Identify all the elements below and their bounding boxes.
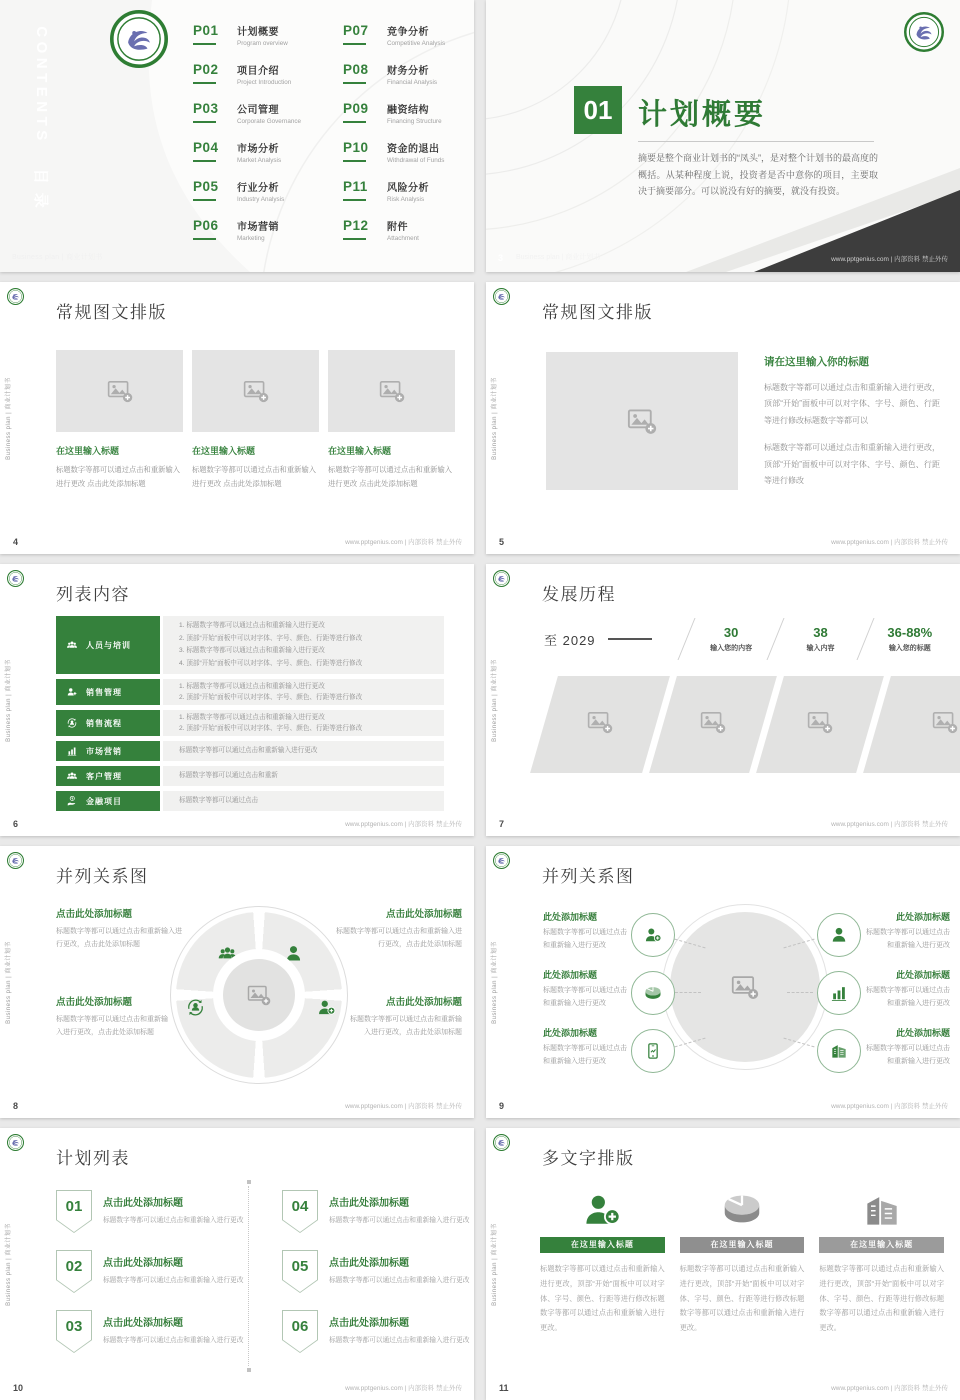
number-badge: 06 bbox=[282, 1310, 318, 1353]
category-label: 市场营销 bbox=[56, 741, 160, 761]
item-body: 标题数字等都可以通过点击和重新输入进行更改 点击此处添加标题 bbox=[328, 465, 453, 489]
relation-block: 此处添加标题 标题数字等都可以通过点击和重新输入进行更改 bbox=[543, 970, 627, 1007]
slide-title: 发展历程 bbox=[542, 585, 616, 604]
gallery-column bbox=[328, 350, 455, 491]
toc-item[interactable] bbox=[193, 178, 343, 217]
column-body: 标题数字等都可以通过点击和重新输入进行更改，顶部“开始”面板中可以对字体、字号、颜色、行距等进行修改标题数字等都可以通过点击和重新输入进行更改。 bbox=[540, 1264, 665, 1333]
slide-title: 并列关系图 bbox=[542, 867, 635, 886]
list-row[interactable] bbox=[56, 741, 444, 761]
footer-url: www.pptgenius.com | 内部资料 禁止外传 bbox=[831, 1103, 948, 1110]
underline bbox=[343, 199, 366, 201]
toc-title-en: Marketing bbox=[237, 234, 265, 242]
underline bbox=[343, 238, 366, 240]
toc-code: P08 bbox=[343, 62, 369, 77]
item-heading: 请在这里输入你的标题 bbox=[764, 356, 869, 368]
image-placeholder[interactable] bbox=[192, 350, 319, 432]
image-placeholder[interactable] bbox=[328, 350, 455, 432]
underline bbox=[193, 82, 216, 84]
chart-icon bbox=[829, 983, 849, 1003]
image-add-icon bbox=[379, 378, 405, 404]
list-row[interactable] bbox=[56, 766, 444, 786]
image-placeholder[interactable] bbox=[223, 959, 295, 1031]
underline bbox=[193, 121, 216, 123]
text-column bbox=[680, 1182, 805, 1336]
sales-manage-icon bbox=[66, 686, 78, 698]
image-add-icon bbox=[807, 709, 833, 735]
toc-code: P03 bbox=[193, 101, 219, 116]
toc-item[interactable] bbox=[343, 100, 474, 139]
gallery-column bbox=[56, 350, 183, 491]
section-summary: 摘要是整个商业计划书的“凤头”，是对整个计划书的最高度的概括。从某种程度上说，投资者是否中意你的项目，主要取决于摘要部分。可以说没有好的摘要，就没有投资。 bbox=[638, 153, 878, 197]
page-number: 8 bbox=[13, 1101, 19, 1111]
university-seal-logo bbox=[110, 10, 168, 68]
side-label: Business plan | 商业计划书 bbox=[6, 658, 12, 742]
image-placeholder[interactable] bbox=[530, 676, 670, 773]
slide-title: 常规图文排版 bbox=[542, 303, 653, 322]
contents-title-cn: 目录 bbox=[31, 168, 49, 217]
toc-title-cn: 行业分析 bbox=[237, 183, 279, 194]
section-number: 01 bbox=[574, 86, 622, 134]
toc-title-cn: 项目介绍 bbox=[237, 66, 279, 77]
underline bbox=[193, 199, 216, 201]
building-icon bbox=[829, 1041, 849, 1061]
underline bbox=[343, 43, 366, 45]
relation-block: 点击此处添加标题 标题数字等都可以通过点击和重新输入进行更改，点击此处添加标题 bbox=[56, 997, 168, 1037]
slide-parallel-relation-6[interactable] bbox=[486, 846, 960, 1118]
slide-title: 列表内容 bbox=[56, 585, 130, 604]
section-title: 计划概要 bbox=[638, 99, 767, 131]
item-heading: 在这里输入标题 bbox=[192, 446, 256, 456]
image-add-icon bbox=[627, 406, 657, 436]
image-add-icon bbox=[731, 973, 759, 1001]
stat-label: 输入您的标题 bbox=[888, 645, 931, 652]
image-add-icon bbox=[587, 709, 613, 735]
category-label: 人员与培训 bbox=[56, 616, 160, 674]
footer-label: Business plan | 商业计划书 bbox=[516, 254, 601, 261]
timeline-year: 至 2029 bbox=[544, 630, 684, 649]
column-body: 标题数字等都可以通过点击和重新输入进行更改，顶部“开始”面板中可以对字体、字号、颜色、行距等进行修改标题数字等都可以通过点击和重新输入进行更改。 bbox=[819, 1264, 945, 1333]
column-header: 在这里输入标题 bbox=[540, 1237, 665, 1253]
timeline-stat bbox=[689, 625, 773, 653]
underline bbox=[343, 160, 366, 162]
footer-url: www.pptgenius.com | 内部资料 禁止外传 bbox=[831, 539, 948, 546]
node-circle[interactable] bbox=[631, 1029, 675, 1073]
toc-code: P10 bbox=[343, 140, 369, 155]
footer-url: www.pptgenius.com | 内部资料 禁止外传 bbox=[345, 539, 462, 546]
footer-url: www.pptgenius.com | 内部资料 禁止外传 bbox=[345, 1385, 462, 1392]
footer-url: www.pptgenius.com | 内部资料 禁止外传 bbox=[831, 1385, 948, 1392]
toc-item[interactable] bbox=[343, 22, 474, 61]
person-plus-icon bbox=[316, 997, 337, 1018]
slide-title: 并列关系图 bbox=[56, 867, 149, 886]
toc-code: P04 bbox=[193, 140, 219, 155]
list-row[interactable] bbox=[56, 710, 444, 736]
side-label: Business plan | 商业计划书 bbox=[492, 376, 498, 460]
plan-item[interactable]: 01 点击此处添加标题 标题数字等都可以通过点击和重新输入进行更改 bbox=[56, 1190, 246, 1233]
item-heading: 在这里输入标题 bbox=[328, 446, 392, 456]
page-number: 4 bbox=[13, 537, 19, 547]
list-row-body: 标题数字等都可以通过点击 bbox=[163, 791, 444, 811]
divider bbox=[638, 141, 874, 142]
person-plus-icon bbox=[643, 925, 663, 945]
underline bbox=[193, 160, 216, 162]
toc-list bbox=[193, 22, 474, 256]
person-icon bbox=[829, 925, 849, 945]
node-circle[interactable] bbox=[817, 913, 861, 957]
footer-url: www.pptgenius.com | 内部资料 禁止外传 bbox=[831, 821, 948, 828]
image-add-icon bbox=[243, 378, 269, 404]
toc-code: P07 bbox=[343, 23, 369, 38]
toc-item[interactable] bbox=[193, 22, 343, 61]
stat-value: 30 bbox=[723, 625, 739, 640]
relation-block: 此处添加标题 标题数字等都可以通过点击和重新输入进行更改 bbox=[543, 912, 627, 949]
toc-title-cn: 财务分析 bbox=[387, 66, 429, 77]
toc-title-cn: 计划概要 bbox=[237, 27, 279, 38]
footer-url: www.pptgenius.com | 内部资料 禁止外传 bbox=[345, 1103, 462, 1110]
toc-title-cn: 公司管理 bbox=[237, 105, 279, 116]
slide-section-01[interactable] bbox=[486, 0, 960, 272]
toc-title-en: Competitive Analysis bbox=[387, 39, 446, 47]
slide-title: 常规图文排版 bbox=[56, 303, 167, 322]
toc-code: P05 bbox=[193, 179, 219, 194]
category-label: 金融项目 bbox=[56, 791, 160, 811]
page-number: 6 bbox=[13, 819, 19, 829]
image-placeholder[interactable] bbox=[649, 676, 777, 773]
slide-image-text-3col[interactable] bbox=[0, 282, 474, 554]
person-refresh-icon bbox=[185, 997, 206, 1018]
toc-title-cn: 融资结构 bbox=[387, 105, 429, 116]
list-row-body: 标题数字等都可以通过点击和重新输入进行更改 bbox=[163, 741, 444, 761]
toc-title-cn: 资金的退出 bbox=[387, 144, 440, 155]
toc-item[interactable] bbox=[193, 100, 343, 139]
phone-icon bbox=[643, 1041, 663, 1061]
item-body: 标题数字等都可以通过点击和重新输入进行更改 点击此处添加标题 bbox=[192, 465, 317, 489]
toc-item[interactable] bbox=[193, 61, 343, 100]
stat-value: 36-88% bbox=[887, 625, 933, 640]
relation-block: 此处添加标题 标题数字等都可以通过点击和重新输入进行更改 bbox=[543, 1028, 627, 1065]
item-body: 标题数字等都可以通过点击和重新输入进行更改 点击此处添加标题 bbox=[56, 465, 181, 489]
underline bbox=[343, 82, 366, 84]
cycle-diagram bbox=[170, 906, 348, 1084]
people-icon bbox=[217, 943, 238, 964]
timeline-stat bbox=[778, 625, 862, 653]
toc-code: P09 bbox=[343, 101, 369, 116]
toc-title-en: Financing Structure bbox=[387, 117, 442, 125]
node-circle[interactable] bbox=[631, 913, 675, 957]
slide-title: 计划列表 bbox=[56, 1149, 130, 1168]
text-column bbox=[540, 1182, 665, 1336]
relation-block: 点击此处添加标题 标题数字等都可以通过点击和重新输入进行更改，点击此处添加标题 bbox=[56, 909, 182, 949]
toc-title-en: Market Analysis bbox=[237, 156, 282, 164]
image-placeholder[interactable] bbox=[546, 352, 738, 490]
page-number: 10 bbox=[13, 1383, 24, 1393]
relation-block: 点击此处添加标题 标题数字等都可以通过点击和重新输入进行更改，点击此处添加标题 bbox=[336, 909, 462, 949]
toc-code: P11 bbox=[343, 179, 368, 194]
toc-title-en: Risk Analysis bbox=[387, 195, 425, 203]
pie-icon bbox=[719, 1186, 765, 1232]
toc-title-cn: 附件 bbox=[387, 222, 408, 233]
item-paragraph: 标题数字等都可以通过点击和重新输入进行更改，顶部“开始”面板中可以对字体、字号、颜色、行距等进行修改标题数字等都可以 bbox=[764, 383, 940, 425]
sales-process-icon bbox=[66, 717, 78, 729]
timeline-stat bbox=[868, 625, 952, 653]
plan-item[interactable]: 03 点击此处添加标题 标题数字等都可以通过点击和重新输入进行更改 bbox=[56, 1310, 246, 1353]
toc-title-cn: 风险分析 bbox=[387, 183, 429, 194]
toc-item[interactable] bbox=[343, 217, 474, 256]
person-plus-icon bbox=[580, 1188, 624, 1232]
slide-contents[interactable] bbox=[0, 0, 474, 272]
side-label: Business plan | 商业计划书 bbox=[492, 940, 498, 1024]
number-badge: 05 bbox=[282, 1250, 318, 1293]
toc-title-en: Project Introduction bbox=[237, 78, 292, 86]
number-badge: 04 bbox=[282, 1190, 318, 1233]
building-icon bbox=[860, 1188, 904, 1232]
page-number: 11 bbox=[499, 1383, 509, 1393]
side-label: Business plan | 商业计划书 bbox=[6, 1222, 12, 1306]
footer-url: www.pptgenius.com | 内部资料 禁止外传 bbox=[831, 256, 948, 263]
image-placeholder[interactable] bbox=[670, 912, 820, 1062]
stat-value: 38 bbox=[813, 625, 828, 640]
toc-title-cn: 市场营销 bbox=[237, 222, 279, 233]
column-body: 标题数字等都可以通过点击和重新输入进行更改，顶部“开始”面板中可以对字体、字号、颜色、行距等进行修改标题数字等都可以通过点击和重新输入进行更改。 bbox=[679, 1264, 805, 1333]
page-number: 5 bbox=[499, 537, 505, 547]
toc-title-cn: 竞争分析 bbox=[387, 27, 429, 38]
image-placeholder[interactable] bbox=[756, 676, 884, 773]
slide-development-history[interactable] bbox=[486, 564, 960, 836]
gallery-column bbox=[192, 350, 319, 491]
stat-label: 输入您的内容 bbox=[710, 645, 753, 652]
plan-item[interactable]: 06 点击此处添加标题 标题数字等都可以通过点击和重新输入进行更改 bbox=[282, 1310, 472, 1353]
side-label: Business plan | 商业计划书 bbox=[492, 1222, 498, 1306]
toc-item[interactable] bbox=[193, 139, 343, 178]
toc-title-en: Program overview bbox=[237, 39, 288, 47]
number-badge: 02 bbox=[56, 1250, 92, 1293]
column-header: 在这里输入标题 bbox=[819, 1237, 944, 1253]
footer-label: Business plan | 商业计划书 bbox=[12, 254, 103, 261]
footer-url: www.pptgenius.com | 内部资料 禁止外传 bbox=[345, 821, 462, 828]
image-add-icon bbox=[932, 709, 958, 735]
category-label: 销售流程 bbox=[56, 710, 160, 736]
item-heading: 在这里输入标题 bbox=[56, 446, 120, 456]
underline bbox=[193, 43, 216, 45]
page-number: 9 bbox=[499, 1101, 505, 1111]
slide-parallel-relation-4[interactable] bbox=[0, 846, 474, 1118]
toc-code: P02 bbox=[193, 62, 219, 77]
relation-block: 此处添加标题 标题数字等都可以通过点击和重新输入进行更改 bbox=[866, 970, 950, 1007]
slide-title: 多文字排版 bbox=[542, 1149, 635, 1168]
toc-code: P01 bbox=[193, 23, 219, 38]
list-row[interactable] bbox=[56, 616, 444, 674]
column-header: 在这里输入标题 bbox=[680, 1237, 805, 1253]
list-row[interactable] bbox=[56, 679, 444, 705]
toc-title-en: Withdrawal of Funds bbox=[387, 156, 445, 164]
toc-title-en: Attachment bbox=[387, 234, 419, 242]
category-label: 销售管理 bbox=[56, 679, 160, 705]
image-placeholder[interactable] bbox=[56, 350, 183, 432]
university-seal-logo bbox=[904, 12, 944, 52]
finance-project-icon bbox=[66, 795, 78, 807]
vertical-divider bbox=[248, 1186, 249, 1366]
dash-line bbox=[608, 638, 652, 640]
toc-code: P12 bbox=[343, 218, 369, 233]
list-row[interactable] bbox=[56, 791, 444, 811]
underline bbox=[193, 238, 216, 240]
image-add-icon bbox=[247, 983, 271, 1007]
section-background bbox=[486, 0, 960, 272]
page-number: 3 bbox=[498, 253, 504, 263]
pie-icon bbox=[643, 983, 663, 1003]
plan-item[interactable]: 04 点击此处添加标题 标题数字等都可以通过点击和重新输入进行更改 bbox=[282, 1190, 472, 1233]
toc-item[interactable] bbox=[193, 217, 343, 256]
text-column bbox=[819, 1182, 944, 1336]
toc-title-en: Financial Analysis bbox=[387, 78, 438, 86]
toc-item[interactable] bbox=[343, 61, 474, 100]
list-row-body: 标题数字等都可以通过点击和重新 bbox=[163, 766, 444, 786]
toc-title-en: Industry Analysis bbox=[237, 195, 285, 203]
toc-item[interactable] bbox=[343, 178, 474, 217]
underline bbox=[343, 121, 366, 123]
toc-title-en: Corporate Governance bbox=[237, 117, 302, 125]
image-add-icon bbox=[700, 709, 726, 735]
toc-title-cn: 市场分析 bbox=[237, 144, 279, 155]
number-badge: 03 bbox=[56, 1310, 92, 1353]
side-label: Business plan | 商业计划书 bbox=[6, 376, 12, 460]
list-row-body: 1. 标题数字等都可以通过点击和重新输入进行更改 2. 顶部“开始”面板中可以对字体、字号、颜色、行距等进行修改 bbox=[163, 710, 444, 736]
list-row-body: 1. 标题数字等都可以通过点击和重新输入进行更改 2. 顶部“开始”面板中可以对字体、字号、颜色、行距等进行修改 bbox=[163, 679, 444, 705]
stat-label: 输入内容 bbox=[806, 645, 835, 652]
node-circle[interactable] bbox=[817, 971, 861, 1015]
image-add-icon bbox=[107, 378, 133, 404]
plan-item[interactable]: 02 点击此处添加标题 标题数字等都可以通过点击和重新输入进行更改 bbox=[56, 1250, 246, 1293]
contents-title-en: CONTENTS bbox=[32, 25, 50, 145]
side-label: Business plan | 商业计划书 bbox=[6, 940, 12, 1024]
number-badge: 01 bbox=[56, 1190, 92, 1233]
side-label: Business plan | 商业计划书 bbox=[492, 658, 498, 742]
toc-item[interactable] bbox=[343, 139, 474, 178]
relation-block: 点击此处添加标题 标题数字等都可以通过点击和重新输入进行更改，点击此处添加标题 bbox=[350, 997, 462, 1037]
plan-item[interactable]: 05 点击此处添加标题 标题数字等都可以通过点击和重新输入进行更改 bbox=[282, 1250, 472, 1293]
relation-block: 此处添加标题 标题数字等都可以通过点击和重新输入进行更改 bbox=[866, 912, 950, 949]
center-circle bbox=[662, 904, 828, 1070]
relation-block: 此处添加标题 标题数字等都可以通过点击和重新输入进行更改 bbox=[866, 1028, 950, 1065]
node-circle[interactable] bbox=[631, 971, 675, 1015]
connector bbox=[787, 992, 813, 993]
contents-vertical-title bbox=[28, 14, 54, 228]
slide-plan-list[interactable] bbox=[0, 1128, 474, 1400]
category-label: 客户管理 bbox=[56, 766, 160, 786]
list-row-body: 1. 标题数字等都可以通过点击和重新输入进行更改 2. 顶部“开始”面板中可以对字体、字号、颜色、行距等进行修改 3. 标题数字等都可以通过点击和重新输入进行更改 4. 顶部“开始”面板中可以对字体、字号、颜色、行距等进行修改 bbox=[163, 616, 444, 674]
people-training-icon bbox=[66, 639, 78, 651]
slide-image-text-1col[interactable] bbox=[486, 282, 960, 554]
page-number: 7 bbox=[499, 819, 505, 829]
slide-multi-text[interactable] bbox=[486, 1128, 960, 1400]
marketing-icon bbox=[66, 745, 78, 757]
connector bbox=[675, 992, 701, 993]
node-circle[interactable] bbox=[817, 1029, 861, 1073]
item-paragraph: 标题数字等都可以通过点击和重新输入进行更改，顶部“开始”面板中可以对字体、字号、颜色、行距等进行修改 bbox=[764, 443, 940, 485]
person-icon bbox=[283, 943, 304, 964]
slide-list-content[interactable] bbox=[0, 564, 474, 836]
customer-manage-icon bbox=[66, 770, 78, 782]
toc-code: P06 bbox=[193, 218, 219, 233]
